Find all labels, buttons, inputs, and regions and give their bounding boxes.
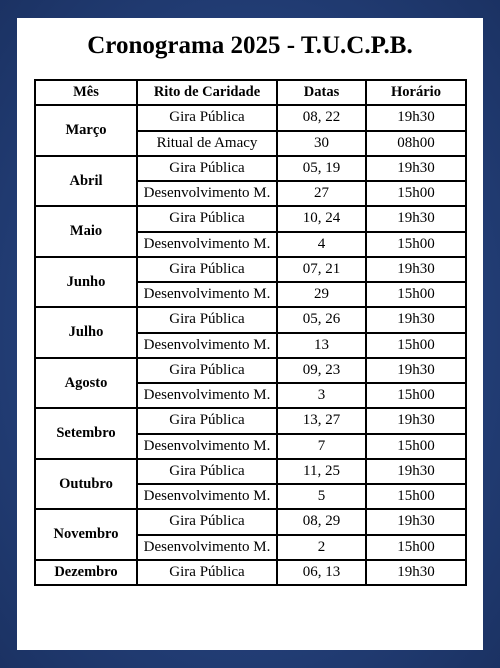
rito-cell: Gira Pública <box>137 105 277 130</box>
table-row <box>35 206 466 231</box>
month-cell: Julho <box>35 307 137 358</box>
datas-cell: 05, 19 <box>277 156 366 181</box>
table-row <box>35 358 466 383</box>
datas-cell: 10, 24 <box>277 206 366 231</box>
datas-cell: 4 <box>277 232 366 257</box>
horario-cell: 15h00 <box>366 535 466 560</box>
rito-cell: Gira Pública <box>137 459 277 484</box>
horario-cell: 15h00 <box>366 434 466 459</box>
rito-cell: Desenvolvimento M. <box>137 434 277 459</box>
horario-cell: 08h00 <box>366 131 466 156</box>
horario-cell: 19h30 <box>366 105 466 130</box>
column-header-datas: Datas <box>277 80 366 105</box>
month-cell: Agosto <box>35 358 137 409</box>
datas-cell: 08, 22 <box>277 105 366 130</box>
horario-cell: 15h00 <box>366 484 466 509</box>
datas-cell: 11, 25 <box>277 459 366 484</box>
month-cell: Março <box>35 105 137 156</box>
horario-cell: 15h00 <box>366 282 466 307</box>
rito-cell: Gira Pública <box>137 509 277 534</box>
datas-cell: 27 <box>277 181 366 206</box>
table-row <box>35 509 466 534</box>
month-cell: Dezembro <box>35 560 137 585</box>
datas-cell: 08, 29 <box>277 509 366 534</box>
datas-cell: 29 <box>277 282 366 307</box>
rito-cell: Gira Pública <box>137 560 277 585</box>
horario-cell: 19h30 <box>366 509 466 534</box>
horario-cell: 19h30 <box>366 408 466 433</box>
rito-cell: Desenvolvimento M. <box>137 282 277 307</box>
table-row <box>35 307 466 332</box>
table-row <box>35 105 466 130</box>
datas-cell: 3 <box>277 383 366 408</box>
rito-cell: Gira Pública <box>137 206 277 231</box>
horario-cell: 19h30 <box>366 358 466 383</box>
rito-cell: Gira Pública <box>137 307 277 332</box>
datas-cell: 06, 13 <box>277 560 366 585</box>
month-cell: Setembro <box>35 408 137 459</box>
table-row <box>35 459 466 484</box>
schedule-body <box>35 105 466 585</box>
horario-cell: 15h00 <box>366 181 466 206</box>
page-title: Cronograma 2025 - T.U.C.P.B. <box>87 32 413 59</box>
rito-cell: Desenvolvimento M. <box>137 535 277 560</box>
horario-cell: 19h30 <box>366 560 466 585</box>
column-header-mes: Mês <box>35 80 137 105</box>
horario-cell: 19h30 <box>366 307 466 332</box>
horario-cell: 19h30 <box>366 257 466 282</box>
rito-cell: Gira Pública <box>137 257 277 282</box>
datas-cell: 2 <box>277 535 366 560</box>
month-cell: Novembro <box>35 509 137 560</box>
table-row <box>35 408 466 433</box>
schedule-table <box>34 79 467 586</box>
rito-cell: Desenvolvimento M. <box>137 333 277 358</box>
table-row <box>35 257 466 282</box>
datas-cell: 13, 27 <box>277 408 366 433</box>
horario-cell: 19h30 <box>366 459 466 484</box>
rito-cell: Ritual de Amacy <box>137 131 277 156</box>
column-header-rito: Rito de Caridade <box>137 80 277 105</box>
datas-cell: 7 <box>277 434 366 459</box>
rito-cell: Desenvolvimento M. <box>137 232 277 257</box>
header-row <box>35 80 466 105</box>
datas-cell: 05, 26 <box>277 307 366 332</box>
horario-cell: 15h00 <box>366 232 466 257</box>
horario-cell: 15h00 <box>366 383 466 408</box>
horario-cell: 19h30 <box>366 156 466 181</box>
rito-cell: Gira Pública <box>137 156 277 181</box>
horario-cell: 19h30 <box>366 206 466 231</box>
rito-cell: Gira Pública <box>137 358 277 383</box>
datas-cell: 13 <box>277 333 366 358</box>
rito-cell: Desenvolvimento M. <box>137 484 277 509</box>
month-cell: Maio <box>35 206 137 257</box>
datas-cell: 09, 23 <box>277 358 366 383</box>
rito-cell: Desenvolvimento M. <box>137 181 277 206</box>
rito-cell: Desenvolvimento M. <box>137 383 277 408</box>
month-cell: Junho <box>35 257 137 308</box>
datas-cell: 5 <box>277 484 366 509</box>
table-row <box>35 560 466 585</box>
month-cell: Abril <box>35 156 137 207</box>
datas-cell: 30 <box>277 131 366 156</box>
datas-cell: 07, 21 <box>277 257 366 282</box>
horario-cell: 15h00 <box>366 333 466 358</box>
table-row <box>35 156 466 181</box>
rito-cell: Gira Pública <box>137 408 277 433</box>
document-page <box>17 18 483 650</box>
column-header-horario: Horário <box>366 80 466 105</box>
month-cell: Outubro <box>35 459 137 510</box>
